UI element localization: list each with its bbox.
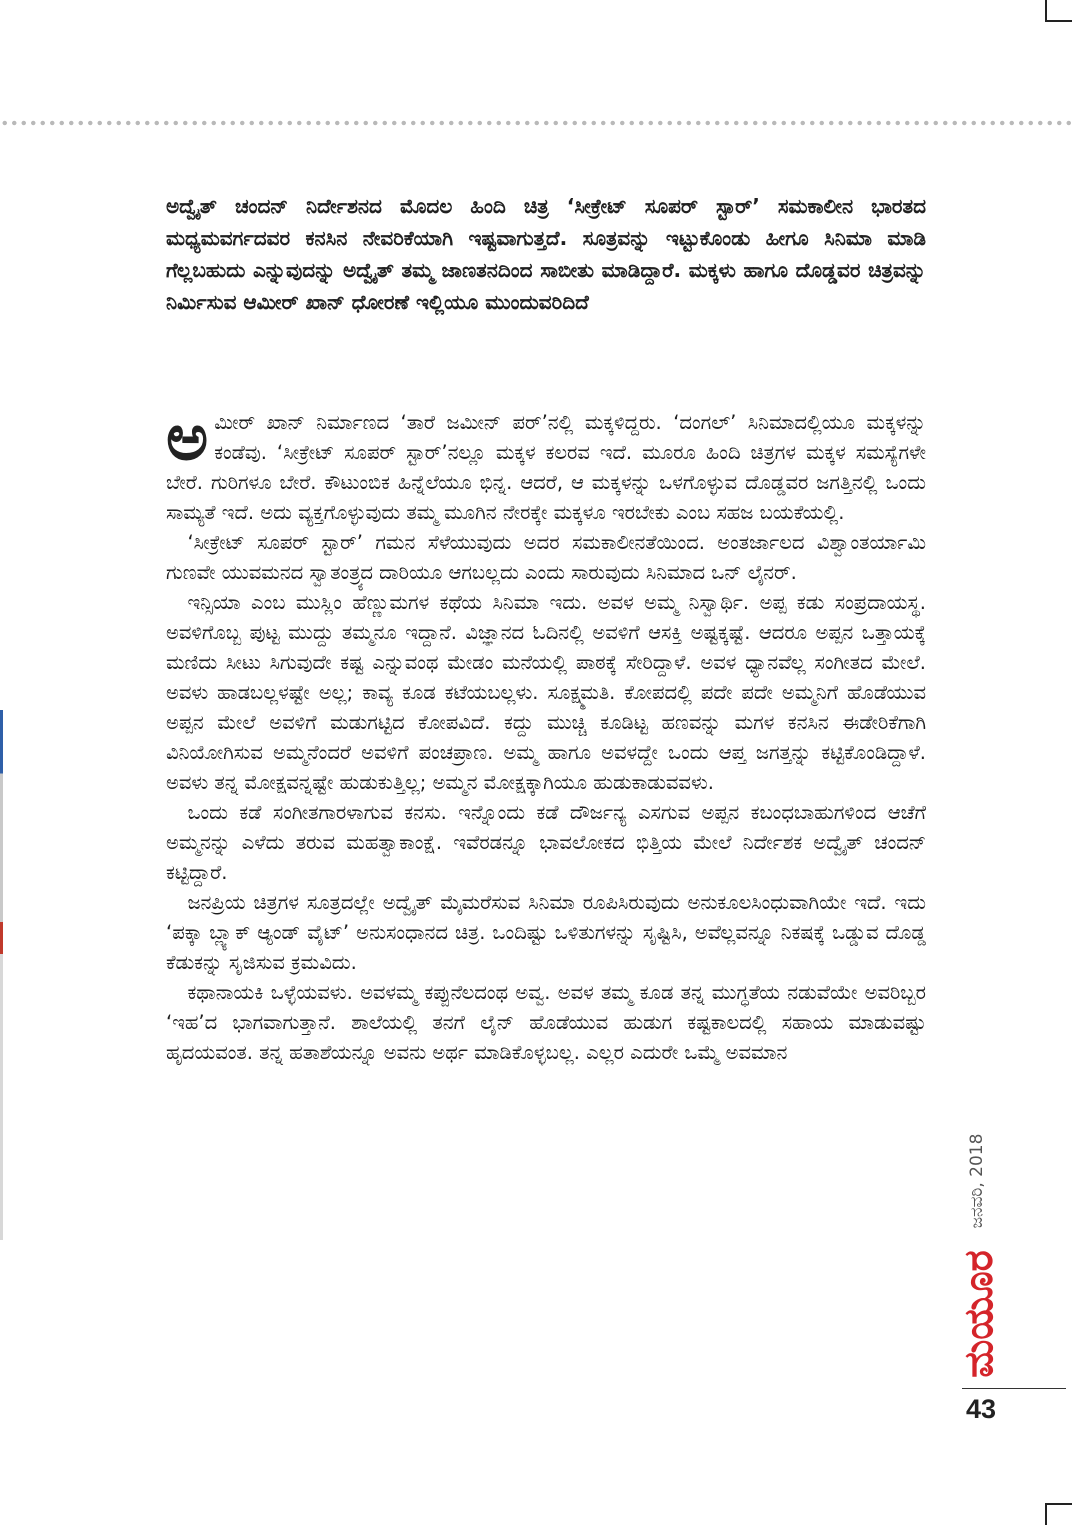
crop-mark-bottom-right-horizontal	[1045, 1503, 1072, 1505]
crop-mark-top-right-vertical	[1045, 0, 1047, 20]
issue-date-text: ಜನವರಿ, 2018	[967, 1133, 987, 1229]
article-deck: ಅದ್ವೈತ್ ಚಂದನ್ ನಿರ್ದೇಶನದ ಮೊದಲ ಹಿಂದಿ ಚಿತ್ರ ‘ಸೀಕ್ರೇಟ್ ಸೂಪರ್ ಸ್ಟಾರ್’ ಸಮಕಾಲೀನ ಭಾರತದ ಮಧ್ಯಮವರ್ಗದವರ ಕನಸಿನ ನೇವರಿಕೆಯಾಗಿ ಇಷ್ಟವಾಗುತ್ತದೆ. ಸೂತ್ರವನ್ನು ಇಟ್ಟುಕೊಂಡು ಹೀಗೂ ಸಿನಿಮಾ ಮಾಡಿ ಗೆಲ್ಲಬಹುದು ಎನ್ನುವುದನ್ನು ಅದ್ವೈತ್ ತಮ್ಮ ಜಾಣತನದಿಂದ ಸಾಬೀತು ಮಾಡಿದ್ದಾರೆ. ಮಕ್ಕಳು ಹಾಗೂ ದೊಡ್ಡವರ ಚಿತ್ರವನ್ನು ನಿರ್ಮಿಸುವ ಆಮೀರ್ ಖಾನ್ ಧೋರಣೆ ಇಲ್ಲಿಯೂ ಮುಂದುವರಿದಿದೆ	[166, 194, 926, 314]
paragraph-5: ಜನಪ್ರಿಯ ಚಿತ್ರಗಳ ಸೂತ್ರದಲ್ಲೇ ಅದ್ವೈತ್ ಮೈಮರೆಸುವ ಸಿನಿಮಾ ರೂಪಿಸಿರುವುದು ಅನುಕೂಲಸಿಂಧುವಾಗಿಯೇ ಇದೆ. ಇದು ‘ಪಕ್ಕಾ ಬ್ಲ್ಯಾಕ್ ಆ್ಯಂಡ್ ವೈಟ್’ ಅನುಸಂಧಾನದ ಚಿತ್ರ. ಒಂದಿಷ್ಟು ಒಳಿತುಗಳನ್ನು ಸೃಷ್ಟಿಸಿ, ಅವೆಲ್ಲವನ್ನೂ ನಿಕಷಕ್ಕೆ ಒಡ್ಡುವ ದೊಡ್ಡ ಕೆಡುಕನ್ನು ಸೃಜಿಸುವ ಕ್ರಮವಿದು.	[166, 891, 926, 974]
paragraph-3: ಇನ್ಸಿಯಾ ಎಂಬ ಮುಸ್ಲಿಂ ಹೆಣ್ಣುಮಗಳ ಕಥೆಯ ಸಿನಿಮಾ ಇದು. ಅವಳ ಅಮ್ಮ ನಿಸ್ವಾರ್ಥಿ. ಅಪ್ಪ ಕಡು ಸಂಪ್ರದಾಯಸ್ಥ. ಅವಳಿಗೊಬ್ಬ ಪುಟ್ಟ ಮುದ್ದು ತಮ್ಮನೂ ಇದ್ದಾನೆ. ವಿಜ್ಞಾನದ ಓದಿನಲ್ಲಿ ಅವಳಿಗೆ ಆಸಕ್ತಿ ಅಷ್ಟಕ್ಕಷ್ಟೆ. ಆದರೂ ಅಪ್ಪನ ಒತ್ತಾಯಕ್ಕೆ ಮಣಿದು ಸೀಟು ಸಿಗುವುದೇ ಕಷ್ಟ ಎನ್ನುವಂಥ ಮೇಡಂ ಮನೆಯಲ್ಲಿ ಪಾಠಕ್ಕೆ ಸೇರಿದ್ದಾಳೆ. ಅವಳ ಧ್ಯಾನವೆಲ್ಲ ಸಂಗೀತದ ಮೇಲೆ. ಅವಳು ಹಾಡಬಲ್ಲಳಷ್ಟೇ ಅಲ್ಲ; ಕಾವ್ಯ ಕೂಡ ಕಟೆಯಬಲ್ಲಳು. ಸೂಕ್ಷ್ಮಮತಿ. ಕೋಪದಲ್ಲಿ ಪದೇ ಪದೇ ಅಮ್ಮನಿಗೆ ಹೊಡೆಯುವ ಅಪ್ಪನ ಮೇಲೆ ಅವಳಿಗೆ ಮಡುಗಟ್ಟಿದ ಕೋಪವಿದೆ. ಕದ್ದು ಮುಚ್ಚಿ ಕೂಡಿಟ್ಟ ಹಣವನ್ನು ಮಗಳ ಕನಸಿನ ಈಡೇರಿಕೆಗಾಗಿ ವಿನಿಯೋಗಿಸುವ ಅಮ್ಮನೆಂದರೆ ಅವಳಿಗೆ ಪಂಚಪ್ರಾಣ. ಅಮ್ಮ ಹಾಗೂ ಅವಳದ್ದೇ ಒಂದು ಆಪ್ತ ಜಗತ್ತನ್ನು ಕಟ್ಟಿಕೊಂಡಿದ್ದಾಳೆ. ಅವಳು ತನ್ನ ಮೋಕ್ಷವನ್ನಷ್ಟೇ ಹುಡುಕುತ್ತಿಲ್ಲ; ಅಮ್ಮನ ಮೋಕ್ಷಕ್ಕಾಗಿಯೂ ಹುಡುಕಾಡುವವಳು.	[166, 591, 926, 794]
paragraph-2: ‘ಸೀಕ್ರೇಟ್ ಸೂಪರ್ ಸ್ಟಾರ್’ ಗಮನ ಸೆಳೆಯುವುದು ಅದರ ಸಮಕಾಲೀನತೆಯಿಂದ. ಅಂತರ್ಜಾಲದ ವಿಶ್ವಾಂತರ್ಯಾಮಿ ಗುಣವೇ ಯುವಮನದ ಸ್ವಾತಂತ್ರ್ಯದ ದಾರಿಯೂ ಆಗಬಲ್ಲದು ಎಂದು ಸಾರುವುದು ಸಿನಿಮಾದ ಒನ್ ಲೈನರ್.	[166, 531, 926, 584]
paragraph-1	[166, 401, 926, 528]
crop-mark-top-right-horizontal	[1045, 20, 1072, 22]
page-number: 43	[966, 1394, 997, 1424]
magazine-logo-text: ಮಯೂರ	[956, 1250, 1002, 1378]
paragraph-6: ಕಥಾನಾಯಕಿ ಒಳ್ಳೆಯವಳು. ಅವಳಮ್ಮ ಕಪ್ಪುನೆಲದಂಥ ಅವ್ವ. ಅವಳ ತಮ್ಮ ಕೂಡ ತನ್ನ ಮುಗ್ಧತೆಯ ನಡುವೆಯೇ ಅವರಿಬ್ಬರ ‘ಇಹ’ದ ಭಾಗವಾಗುತ್ತಾನೆ. ಶಾಲೆಯಲ್ಲಿ ತನಗೆ ಲೈನ್ ಹೊಡೆಯುವ ಹುಡುಗ ಕಷ್ಟಕಾಲದಲ್ಲಿ ಸಹಾಯ ಮಾಡುವಷ್ಟು ಹೃದಯವಂತ. ತನ್ನ ಹತಾಶೆಯನ್ನೂ ಅವನು ಅರ್ಥ ಮಾಡಿಕೊಳ್ಳಬಲ್ಲ. ಎಲ್ಲರ ಎದುರೇ ಒಮ್ಮೆ ಅವಮಾನ	[166, 981, 926, 1064]
paragraph-4: ಒಂದು ಕಡೆ ಸಂಗೀತಗಾರಳಾಗುವ ಕನಸು. ಇನ್ನೊಂದು ಕಡೆ ದೌರ್ಜನ್ಯ ಎಸಗುವ ಅಪ್ಪನ ಕಬಂಧಬಾಹುಗಳಿಂದ ಆಚೆಗೆ ಅಮ್ಮನನ್ನು ಎಳೆದು ತರುವ ಮಹತ್ವಾಕಾಂಕ್ಷೆ. ಇವೆರಡನ್ನೂ ಭಾವಲೋಕದ ಭಿತ್ತಿಯ ಮೇಲೆ ನಿರ್ದೇಶಕ ಅದ್ವೈತ್ ಚಂದನ್ ಕಟ್ಟಿದ್ದಾರೆ.	[166, 801, 926, 884]
drop-cap: ಅ	[166, 401, 209, 475]
left-edge-bleed-strip	[0, 710, 3, 1240]
dotted-separator	[0, 119, 1072, 127]
page-number-rule	[962, 1388, 1066, 1389]
issue-date	[965, 1122, 989, 1240]
magazine-logo	[958, 1250, 1000, 1378]
paragraph-1-text: ಮೀರ್ ಖಾನ್ ನಿರ್ಮಾಣದ ‘ತಾರೆ ಜಮೀನ್ ಪರ್’ನಲ್ಲಿ ಮಕ್ಕಳಿದ್ದರು. ‘ದಂಗಲ್’ ಸಿನಿಮಾದಲ್ಲಿಯೂ ಮಕ್ಕಳನ್ನು ಕಂಡೆವು. ‘ಸೀಕ್ರೇಟ್ ಸೂಪರ್ ಸ್ಟಾರ್’ನಲ್ಲೂ ಮಕ್ಕಳ ಕಲರವ ಇದೆ. ಮೂರೂ ಹಿಂದಿ ಚಿತ್ರಗಳ ಮಕ್ಕಳ ಸಮಸ್ಯೆಗಳೇ ಬೇರೆ. ಗುರಿಗಳೂ ಬೇರೆ. ಕೌಟುಂಬಿಕ ಹಿನ್ನೆಲೆಯೂ ಭಿನ್ನ. ಆದರೆ, ಆ ಮಕ್ಕಳನ್ನು ಒಳಗೊಳ್ಳುವ ದೊಡ್ಡವರ ಜಗತ್ತಿನಲ್ಲಿ ಒಂದು ಸಾಮ್ಯತೆ ಇದೆ. ಅದು ವ್ಯಕ್ತಗೊಳ್ಳುವುದು ತಮ್ಮ ಮೂಗಿನ ನೇರಕ್ಕೇ ಮಕ್ಕಳೂ ಇರಬೇಕು ಎಂಬ ಸಹಜ ಬಯಕೆಯಲ್ಲಿ.	[166, 411, 926, 524]
crop-mark-bottom-right-vertical	[1045, 1503, 1047, 1525]
article-body	[166, 401, 926, 1068]
